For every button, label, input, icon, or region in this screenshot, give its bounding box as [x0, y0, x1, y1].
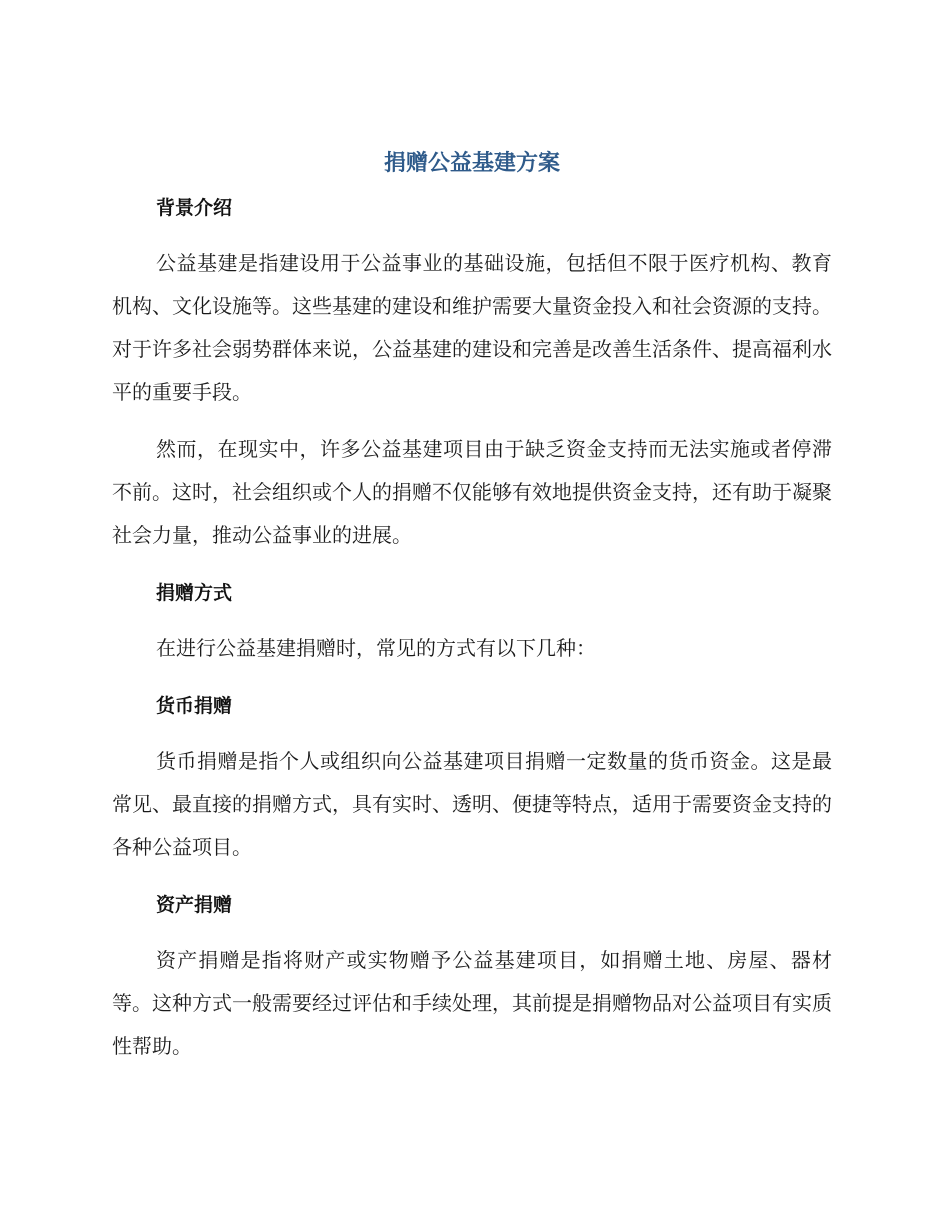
section-heading-background: 背景介绍	[156, 197, 233, 219]
document-body	[112, 142, 832, 1068]
section-heading-monetary-donation: 货币捐赠	[156, 695, 233, 717]
document-title: 捐赠公益基建方案	[383, 151, 560, 176]
section-heading-donation-methods: 捐赠方式	[156, 582, 233, 604]
paragraph-monetary-donation: 货币捐赠是指个人或组织向公益基建项目捐赠一定数量的货币资金。这是最常见、最直接的捐赠方式，具有实时、透明、便捷等特点，适用于需要资金支持的各种公益项目。	[112, 749, 832, 859]
paragraph-background-2: 然而，在现实中，许多公益基建项目由于缺乏资金支持而无法实施或者停滞不前。这时，社会组织或个人的捐赠不仅能够有效地提供资金支持，还有助于凝聚社会力量，推动公益事业的进展。	[112, 437, 832, 547]
paragraph-asset-donation: 资产捐赠是指将财产或实物赠予公益基建项目，如捐赠土地、房屋、器材等。这种方式一般需要经过评估和手续处理，其前提是捐赠物品对公益项目有实质性帮助。	[112, 948, 832, 1058]
paragraph-donation-methods: 在进行公益基建捐赠时，常见的方式有以下几种：	[156, 636, 596, 660]
section-heading-asset-donation: 资产捐赠	[156, 894, 233, 916]
paragraph-background-1: 公益基建是指建设用于公益事业的基础设施，包括但不限于医疗机构、教育机构、文化设施等。这些基建的建设和维护需要大量资金投入和社会资源的支持。对于许多社会弱势群体来说，公益基建的建设和完善是改善生活条件、提高福利水平的重要手段。	[112, 251, 832, 404]
